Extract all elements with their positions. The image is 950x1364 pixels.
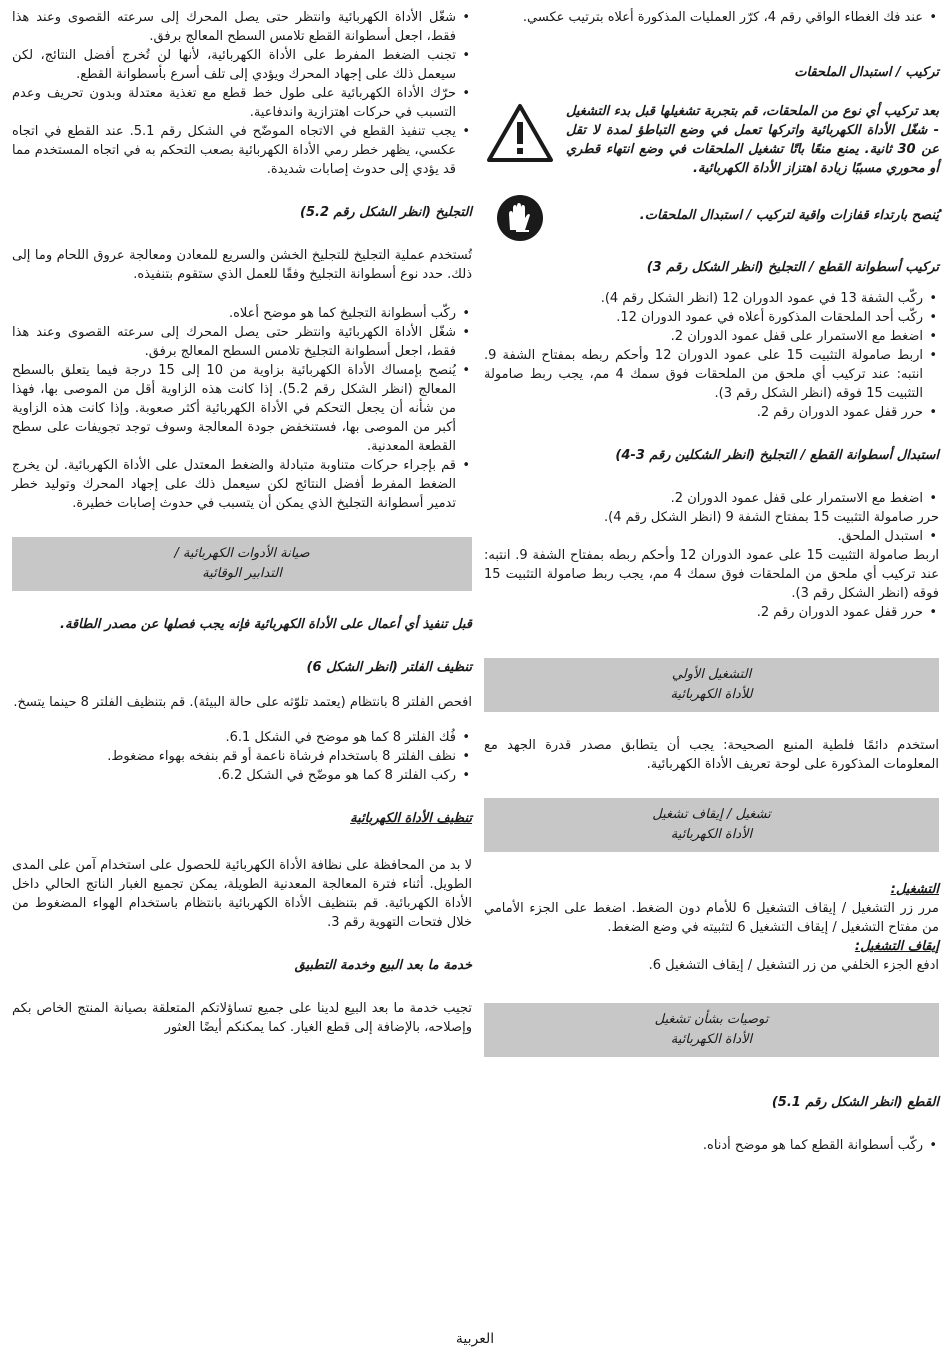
filter-bullet-3: • ركب الفلتر 8 كما هو موضّح في الشكل 6.2.: [12, 766, 472, 785]
on-off-box-line2: الأداة الكهربائية: [670, 827, 753, 842]
maintenance-box-line2: التدابير الوقائية: [202, 566, 282, 581]
grind-bullet-3: • يُنصح بإمساك الأداة الكهربائية بزاوية من 10 إلى 15 درجة فيما يتعلق بالسطح المعالج (انظر الشكل رقم 5.2). إذا كانت هذه الزاوية أقل من الموصى بها، فهذا من شأنه أن يجعل التحكم في الأداة الكهربائية أكثر صعوبة. وإذا كانت هذه الزاوية أكبر من الموصى بها، فستنخفض جودة المعالجة وسوف توجد تجويفات على سطح القطعة المعدنية.: [12, 361, 472, 456]
disc-step-5: • حرر قفل عمود الدوران رقم 2.: [484, 403, 939, 422]
mount-accessories-heading: تركيب / استبدال الملحقات: [794, 65, 939, 80]
disc-step-4: • اربط صامولة التثبيت 15 على عمود الدوران 12 وأحكم ربطه بمفتاح الشفة 9. انتبه: عند تركيب أي ملحق من الملحقات فوق سمك 4 مم، يجب ربط صامولة التثبيت 15 فوقه (انظر الشكل رقم 3).: [484, 346, 939, 403]
after-sales-text: تجيب خدمة ما بعد البيع لدينا على جميع تساؤلاتكم المتعلقة بصيانة المنتج الخاص بكم وإصلاحه، بالإضافة إلى قطع الغيار. كما يمكنكم أيضًا العثور: [12, 1001, 472, 1035]
right-column: [484, 8, 939, 1155]
operating-tips-box-line1: توصيات بشأن تشغيل: [654, 1012, 769, 1027]
warning-triangle-icon: [486, 102, 554, 164]
page-footer-language: العربية: [455, 1331, 495, 1347]
grinding-intro: تُستخدم عملية التجليخ للتجليخ الخشن والسريع للمعادن ومعالجة عروق اللحام وما إلى ذلك. حدد نوع أسطوانة التجليخ وفقًا للعمل الذي ستقوم بتنفيذه.: [12, 248, 472, 282]
replace-step-1: • اضغط مع الاستمرار على قفل عمود الدوران 2.: [484, 489, 939, 508]
replace-disc-heading: استبدال أسطوانة القطع / التجليخ (انظر الشكلين رقم 3-4): [615, 448, 939, 463]
replace-step-3: • استبدل الملحق.: [484, 527, 939, 546]
initial-start-box: [484, 658, 939, 712]
maintenance-box-line1: صيانة الأدوات الكهربائية /: [174, 546, 310, 561]
on-off-box: [484, 798, 939, 852]
tool-cleaning-heading: تنظيف الأداة الكهربائية: [350, 811, 472, 826]
cut-bullet-2: • تجنب الضغط المفرط على الأداة الكهربائية، لأنها لن تُخرج أفضل النتائج، لكن سيعمل ذلك على إجهاد المحرك ويؤدي إلى تلف أسرع بأسطوانة القطع.: [12, 46, 472, 84]
cutting-heading: القطع (انظر الشكل رقم 5.1): [771, 1095, 939, 1110]
filter-cleaning-heading: تنظيف الفلتر (انظر الشكل 6): [306, 660, 472, 675]
cut-bullet-4: • يجب تنفيذ القطع في الاتجاه الموضّح في الشكل رقم 5.1. عند القطع في اتجاه عكسي، يظهر خطر رمي الأداة الكهربائية بصعب التحكم به في اتجاه المستخدم مما قد يؤدي إلى حدوث إصابات شديدة.: [12, 122, 472, 179]
grind-bullet-4: • قم بإجراء حركات متناوبة متبادلة والضغط المعتدل على الأداة الكهربائية. لن يخرج الضغط المفرط أفضل النتائج لكن سيعمل ذلك على إجهاد المحرك وتوليد خطر تدمير أسطوانة التجليخ الذي يمكن أن يتسبب في حدوث إصابات خطيرة.: [12, 456, 472, 513]
maintenance-box: [12, 537, 472, 591]
replace-step-5: • حرر قفل عمود الدوران رقم 2.: [484, 603, 939, 622]
left-column: [12, 8, 472, 1037]
disc-step-1: • ركّب الشفة 13 في عمود الدوران 12 (انظر الشكل رقم 4).: [484, 289, 939, 308]
gloves-note: يُنصح بارتداء قفازات واقية لتركيب / استبدال الملحقات.: [639, 208, 939, 223]
initial-start-box-line1: التشغيل الأولي: [671, 667, 752, 682]
cut-bullet-1: • شغّل الأداة الكهربائية وانتظر حتى يصل المحرك إلى سرعته القصوى وعند هذا فقط، اجعل أسطوانة القطع تلامس السطح المعالج برفق.: [12, 8, 472, 46]
switch-off-text: ادفع الجزء الخلفي من زر التشغيل / إيقاف التشغيل 6.: [648, 958, 939, 973]
filter-bullet-2: • نظف الفلتر 8 باستخدام فرشاة ناعمة أو قم بنفخه بهواء مضغوط.: [12, 747, 472, 766]
after-sales-heading: خدمة ما بعد البيع وخدمة التطبيق: [294, 958, 472, 973]
switch-on-heading: التشغيل:: [890, 882, 939, 897]
gloves-icon: [496, 194, 544, 242]
filter-intro: افحص الفلتر 8 بانتظام (يعتمد تلوّثه على حالة البيئة). قم بتنظيف الفلتر 8 حينما يتسخ.: [13, 695, 472, 710]
warning-text: بعد تركيب أي نوع من الملحقات، قم بتجربة تشغيلها قبل بدء التشغيل - شغّل الأداة الكهربائية واتركها تعمل في وضع التباطؤ لمدة لا تقل عن 30 ثانية. يمنع منعًا باتًا تشغيل الملحقات في وضع انتهاء قطري أو محوري مسببًا زيادة اهتزاز الأداة الكهربائية.: [566, 104, 939, 176]
cutting-step-1: • ركّب أسطوانة القطع كما هو موضح أدناه.: [484, 1136, 939, 1155]
power-source-text: استخدم دائمًا فلطية المنبع الصحيحة: يجب أن يتطابق مصدر قدرة الجهد مع المعلومات المذكورة على لوحة تعريف الأداة الكهربائية.: [484, 738, 939, 772]
grinding-heading: التجليخ (انظر الشكل رقم 5.2): [300, 205, 472, 220]
on-off-box-line1: تشغيل / إيقاف تشغيل: [652, 807, 771, 822]
operating-tips-box-line2: الأداة الكهربائية: [670, 1032, 753, 1047]
grind-bullet-1: • ركّب أسطوانة التجليخ كما هو موضح أعلاه.: [12, 304, 472, 323]
guard-removal-bullet: • عند فك الغطاء الواقي رقم 4، كرّر العمليات المذكورة أعلاه بترتيب عكسي.: [484, 8, 939, 27]
tool-cleaning-text: لا بد من المحافظة على نظافة الأداة الكهربائية للحصول على استخدام آمن على المدى الطويل. أثناء فترة المعالجة المعدنية الطويلة، يمكن تجميع الغبار الناتج الحالي داخل الأداة الكهربائية. قم بتنظيف الأداة الكهربائية بانتظام باستخدام الهواء المضغوط من خلال فتحات التهوية رقم 3.: [12, 858, 472, 930]
grind-bullet-2: • شغّل الأداة الكهربائية وانتظر حتى يصل المحرك إلى سرعته القصوى وعند هذا فقط، اجعل أسطوانة التجليخ تلامس السطح المعالج برفق.: [12, 323, 472, 361]
cut-bullet-3: • حرّك الأداة الكهربائية على طول خط قطع مع تغذية معتدلة وبدون تحريف وعدم التسبب في حركات اهتزازية واندفاعية.: [12, 84, 472, 122]
gloves-block: [484, 194, 939, 242]
disc-step-2: • ركّب أحد الملحقات المذكورة أعلاه في عمود الدوران 12.: [484, 308, 939, 327]
filter-bullet-1: • فُك الفلتر 8 كما هو موضح في الشكل 6.1.: [12, 728, 472, 747]
switch-off-heading: إيقاف التشغيل:: [854, 939, 939, 954]
switch-on-text: مرر زر التشغيل / إيقاف التشغيل 6 للأمام دون الضغط. اضغط على الجزء الأمامي من مفتاح التشغيل / إيقاف التشغيل 6 لتثبيته في وضع الضغط.: [484, 901, 940, 935]
operating-tips-box: [484, 1003, 939, 1057]
initial-start-box-line2: للأداة الكهربائية: [670, 687, 753, 702]
mount-disc-heading: تركيب أسطوانة القطع / التجليخ (انظر الشكل رقم 3): [646, 260, 939, 275]
replace-line-4: اربط صامولة التثبيت 15 على عمود الدوران 12 وأحكم ربطه بمفتاح الشفة 9. انتبه: عند تركيب أي ملحق من الملحقات فوق سمك 4 مم، يجب ربط صامولة التثبيت 15 فوقه (انظر الشكل رقم 3).: [484, 548, 939, 601]
warning-block: [484, 102, 939, 178]
replace-line-2: حرر صامولة التثبيت 15 بمفتاح الشفة 9 (انظر الشكل رقم 4).: [604, 510, 939, 525]
disconnect-warning: قبل تنفيذ أي أعمال على الأداة الكهربائية فإنه يجب فصلها عن مصدر الطاقة.: [60, 617, 472, 632]
disc-step-3: • اضغط مع الاستمرار على قفل عمود الدوران 2.: [484, 327, 939, 346]
